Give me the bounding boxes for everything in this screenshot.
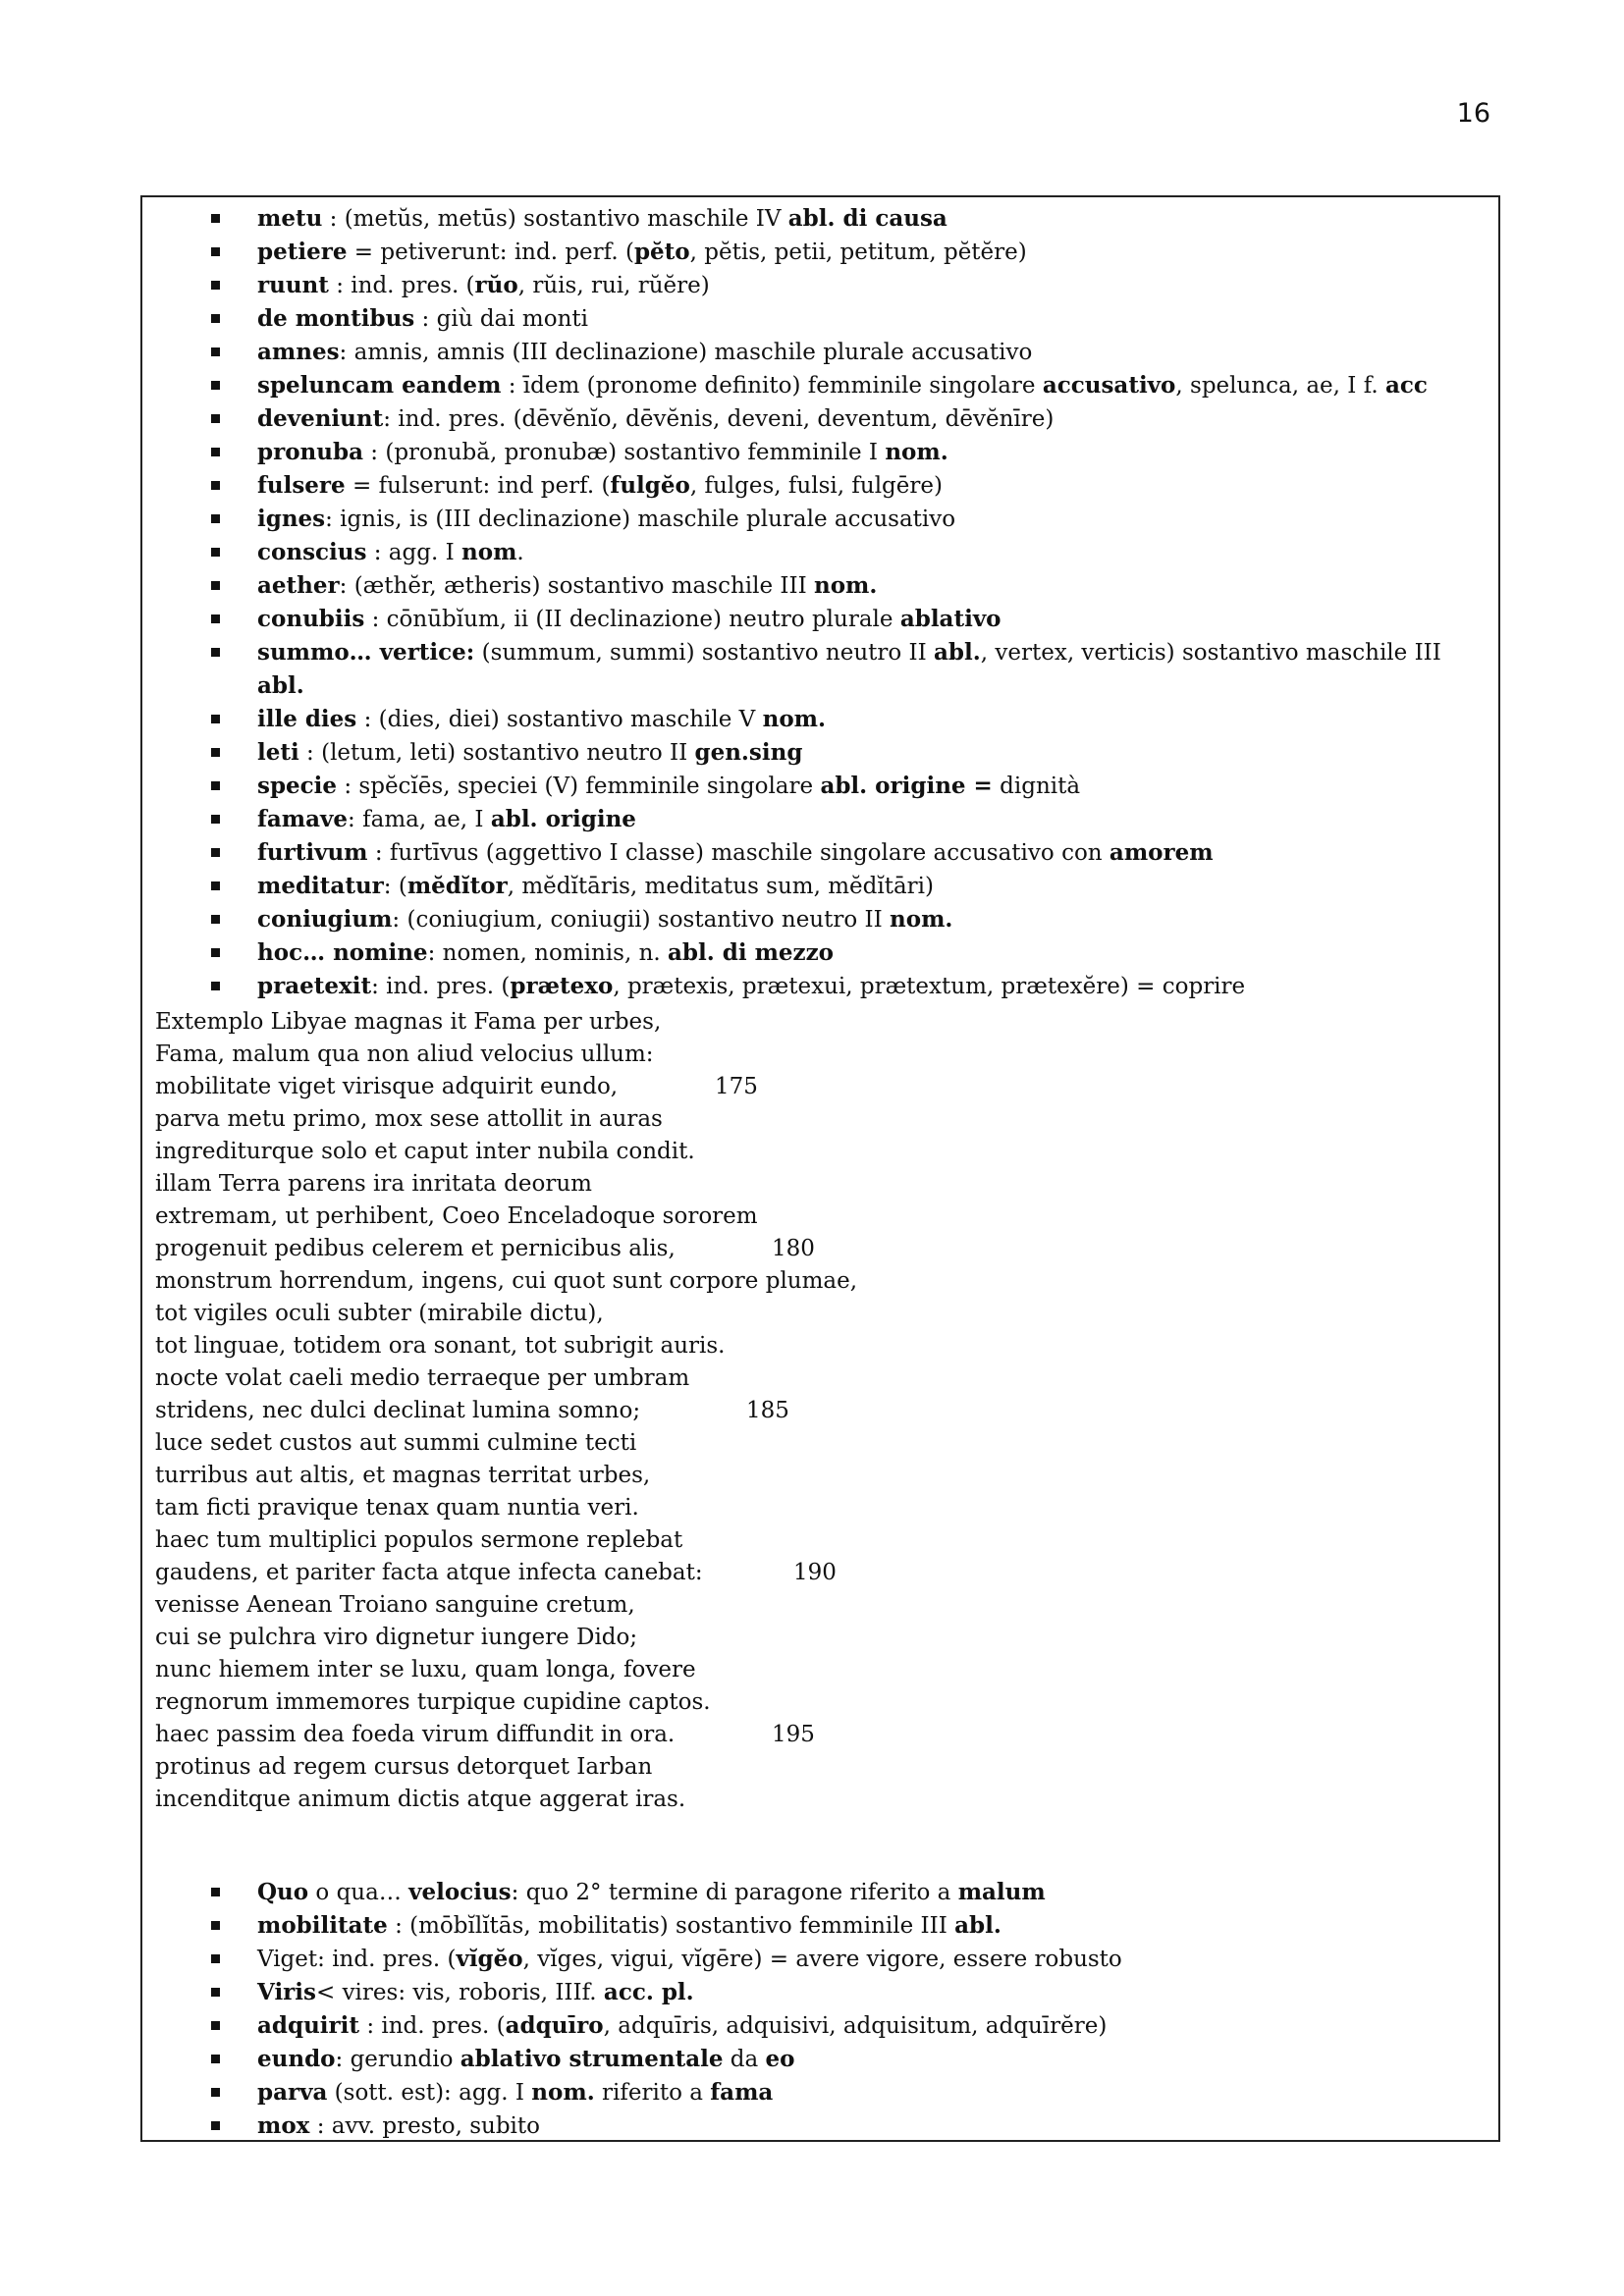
note-item xyxy=(142,269,1498,302)
note-text: : avv. presto, subito xyxy=(309,2113,540,2139)
note-term: summo… vertice: xyxy=(257,639,475,666)
note-text: Viget: ind. pres. ( xyxy=(257,1947,457,1972)
square-bullet-icon xyxy=(211,514,220,523)
verse-text: venisse Aenean Troiano sanguine cretum, xyxy=(155,1592,635,1618)
note-item xyxy=(142,603,1498,636)
note-term: ille dies xyxy=(257,706,357,732)
note-term: mobilitate xyxy=(257,1912,388,1939)
verse-line xyxy=(155,1460,1039,1492)
verse-line xyxy=(155,1136,1039,1168)
note-term: Viris xyxy=(257,1979,316,2005)
square-bullet-icon xyxy=(211,881,220,890)
note-text: : gerundio xyxy=(335,2047,460,2072)
note-term: aether xyxy=(257,572,340,599)
square-bullet-icon xyxy=(211,481,220,490)
note-emphasis: prætexo xyxy=(510,973,614,999)
note-item xyxy=(142,770,1498,803)
note-term: famave xyxy=(257,806,349,832)
note-term: meditatur xyxy=(257,873,384,899)
note-emphasis: vĭgĕo xyxy=(456,1946,523,1972)
verse-line xyxy=(155,1006,1039,1039)
note-text: (summum, summi) sostantivo neutro II xyxy=(474,640,935,666)
notes-frame xyxy=(140,195,1500,2142)
note-text: : īdem (pronome definito) femminile singolare xyxy=(501,373,1043,399)
verse-line xyxy=(155,1039,1039,1071)
square-bullet-icon xyxy=(211,1988,220,1997)
note-text: da xyxy=(723,2047,766,2072)
square-bullet-icon xyxy=(211,314,220,323)
note-emphasis: gen.sing xyxy=(694,739,803,766)
verse-line-number: 195 xyxy=(772,1722,815,1747)
latin-verse-passage xyxy=(155,1006,1039,1816)
note-text: , pĕtis, petii, petitum, pĕtĕre) xyxy=(689,240,1027,265)
verse-text: haec passim dea foeda virum diffundit in ora. xyxy=(155,1722,676,1747)
square-bullet-icon xyxy=(211,214,220,223)
note-term: eundo xyxy=(257,2046,336,2072)
square-bullet-icon xyxy=(211,581,220,590)
note-item xyxy=(142,870,1498,903)
verse-text: Fama, malum qua non aliud velocius ullum: xyxy=(155,1041,654,1067)
note-item xyxy=(142,836,1498,870)
note-emphasis: nom. xyxy=(885,439,948,465)
square-bullet-icon xyxy=(211,414,220,423)
note-text: riferito a xyxy=(594,2080,711,2106)
note-emphasis: nom. xyxy=(890,906,953,933)
note-term: leti xyxy=(257,739,299,766)
square-bullet-icon xyxy=(211,848,220,857)
note-item xyxy=(142,1909,1498,1943)
note-item xyxy=(142,2009,1498,2043)
square-bullet-icon xyxy=(211,748,220,757)
note-text: , spelunca, ae, I f. xyxy=(1175,373,1386,399)
verse-line xyxy=(155,1751,1039,1784)
verse-text: tot vigiles oculi subter (mirabile dictu), xyxy=(155,1301,604,1326)
verse-line xyxy=(155,1395,1039,1427)
square-bullet-icon xyxy=(211,982,220,990)
verse-text: incenditque animum dictis atque aggerat iras. xyxy=(155,1787,686,1812)
note-text: , vĭges, vigui, vĭgēre) = avere vigore, essere robusto xyxy=(522,1947,1122,1972)
note-term: furtivum xyxy=(257,839,368,866)
note-emphasis: amorem xyxy=(1109,839,1214,866)
note-emphasis: abl. origine xyxy=(490,806,636,832)
note-item xyxy=(142,369,1498,402)
verse-text: mobilitate viget virisque adquirit eundo, xyxy=(155,1074,619,1099)
verse-text: haec tum multiplici populos sermone replebat xyxy=(155,1527,683,1553)
verse-line xyxy=(155,1298,1039,1330)
note-text: = fulserunt: ind perf. ( xyxy=(345,473,611,499)
note-text: : nomen, nominis, n. xyxy=(427,940,669,966)
note-item xyxy=(142,469,1498,503)
page-number: 16 xyxy=(1456,98,1490,129)
note-emphasis: malum xyxy=(957,1879,1046,1905)
verse-text: tam ficti pravique tenax quam nuntia veri. xyxy=(155,1495,639,1521)
note-text: : giù dai monti xyxy=(414,306,588,332)
note-term: ignes xyxy=(257,506,326,532)
note-text: : (coniugium, coniugii) sostantivo neutro II xyxy=(392,907,890,933)
verse-text: turribus aut altis, et magnas territat urbes, xyxy=(155,1463,651,1488)
note-item xyxy=(142,2076,1498,2109)
note-emphasis: accusativo xyxy=(1042,372,1176,399)
note-emphasis: nom xyxy=(461,539,517,565)
square-bullet-icon xyxy=(211,815,220,824)
square-bullet-icon xyxy=(211,648,220,657)
note-emphasis: nom. xyxy=(762,706,827,732)
note-term: petiere xyxy=(257,239,348,265)
note-text: : agg. I xyxy=(366,540,461,565)
square-bullet-icon xyxy=(211,781,220,790)
note-term: conscius xyxy=(257,539,367,565)
note-item xyxy=(142,1943,1498,1976)
note-emphasis: abl. xyxy=(934,639,981,666)
note-item xyxy=(142,903,1498,936)
note-term: pronuba xyxy=(257,439,363,465)
note-item xyxy=(142,2043,1498,2076)
verse-line xyxy=(155,1233,1039,1265)
square-bullet-icon xyxy=(211,2055,220,2063)
verse-text: progenuit pedibus celerem et pernicibus alis, xyxy=(155,1236,676,1261)
note-text: : (letum, leti) sostantivo neutro II xyxy=(298,740,695,766)
verse-text: extremam, ut perhibent, Coeo Enceladoque sororem xyxy=(155,1203,758,1229)
square-bullet-icon xyxy=(211,614,220,623)
verse-line xyxy=(155,1589,1039,1622)
note-emphasis: abl. di causa xyxy=(787,205,947,232)
verse-text: ingrediturque solo et caput inter nubila condit. xyxy=(155,1139,695,1164)
note-term: coniugium xyxy=(257,906,393,933)
note-term: specie xyxy=(257,773,338,799)
note-text: : ind. pres. ( xyxy=(359,2013,506,2039)
note-term: amnes xyxy=(257,339,340,365)
vocabulary-list-bottom xyxy=(142,1876,1498,2143)
note-text: , vertex, verticis) sostantivo maschile III xyxy=(980,640,1441,666)
verse-line-number: 185 xyxy=(746,1398,789,1423)
note-term: ruunt xyxy=(257,272,329,298)
verse-line xyxy=(155,1492,1039,1524)
note-term: de montibus xyxy=(257,305,415,332)
square-bullet-icon xyxy=(211,948,220,957)
note-emphasis: mĕdĭtor xyxy=(406,873,508,899)
square-bullet-icon xyxy=(211,915,220,924)
note-emphasis: abl. di mezzo xyxy=(668,939,835,966)
verse-text: illam Terra parens ira inritata deorum xyxy=(155,1171,592,1197)
note-emphasis: abl. xyxy=(257,672,304,699)
note-text: : (metŭs, metūs) sostantivo maschile IV xyxy=(322,206,788,232)
note-item xyxy=(142,736,1498,770)
note-item xyxy=(142,236,1498,269)
note-emphasis: nom. xyxy=(531,2079,595,2106)
square-bullet-icon xyxy=(211,381,220,390)
note-text: : ignis, is (III declinazione) maschile plurale accusativo xyxy=(325,507,956,532)
note-item xyxy=(142,636,1498,703)
verse-line-number: 180 xyxy=(772,1236,815,1261)
square-bullet-icon xyxy=(211,448,220,456)
verse-text: nocte volat caeli medio terraeque per umbram xyxy=(155,1365,690,1391)
square-bullet-icon xyxy=(211,347,220,356)
verse-line-number: 175 xyxy=(715,1074,758,1099)
note-emphasis: ablativo strumentale xyxy=(460,2046,724,2072)
note-item xyxy=(142,569,1498,603)
note-term: mox xyxy=(257,2112,310,2139)
note-text: : (mōbĭlĭtās, mobilitatis) sostantivo femminile III xyxy=(387,1913,955,1939)
note-emphasis: eo xyxy=(765,2046,795,2072)
verse-text: protinus ad regem cursus detorquet Iarban xyxy=(155,1754,653,1780)
note-emphasis: nom. xyxy=(813,572,878,599)
note-text: : ind. pres. ( xyxy=(371,974,511,999)
square-bullet-icon xyxy=(211,2121,220,2130)
note-item xyxy=(142,436,1498,469)
note-item xyxy=(142,1976,1498,2009)
square-bullet-icon xyxy=(211,281,220,290)
verse-line xyxy=(155,1557,1039,1589)
verse-line xyxy=(155,1622,1039,1654)
note-text: : ind. pres. ( xyxy=(328,273,475,298)
note-item xyxy=(142,536,1498,569)
note-emphasis: abl. xyxy=(954,1912,1001,1939)
note-term: parva xyxy=(257,2079,328,2106)
note-text: , mĕdĭtāris, meditatus sum, mĕdĭtāri) xyxy=(507,874,935,899)
verse-text: luce sedet custos aut summi culmine tecti xyxy=(155,1430,637,1456)
note-text: : spĕcĭēs, speciei (V) femminile singolare xyxy=(337,774,821,799)
note-text: , prætexis, prætexui, prætextum, prætexĕre) = coprire xyxy=(613,974,1246,999)
note-emphasis: fulgĕo xyxy=(610,472,690,499)
verse-line xyxy=(155,1071,1039,1103)
verse-line xyxy=(155,1427,1039,1460)
note-emphasis: adquīro xyxy=(505,2012,604,2039)
note-text: = petiverunt: ind. perf. ( xyxy=(347,240,634,265)
note-emphasis: fama xyxy=(710,2079,774,2106)
note-term: adquirit xyxy=(257,2012,360,2039)
square-bullet-icon xyxy=(211,1954,220,1963)
note-item xyxy=(142,936,1498,970)
note-text: : ( xyxy=(383,874,407,899)
note-text: : (pronubă, pronubæ) sostantivo femminile I xyxy=(362,440,886,465)
note-emphasis: rŭo xyxy=(474,272,518,298)
verse-text: nunc hiemem inter se luxu, quam longa, fovere xyxy=(155,1657,696,1682)
verse-line xyxy=(155,1330,1039,1362)
note-term: praetexit xyxy=(257,973,372,999)
note-item xyxy=(142,803,1498,836)
note-emphasis: pĕto xyxy=(633,239,690,265)
note-item xyxy=(142,970,1498,1003)
note-text: , fulges, fulsi, fulgēre) xyxy=(689,473,943,499)
note-text: : cōnūbĭum, ii (II declinazione) neutro plurale xyxy=(364,607,900,632)
note-item xyxy=(142,2109,1498,2143)
note-emphasis: acc. pl. xyxy=(603,1979,694,2005)
note-text: dignità xyxy=(992,774,1081,799)
square-bullet-icon xyxy=(211,1888,220,1896)
note-term: fulsere xyxy=(257,472,346,499)
note-emphasis: acc xyxy=(1385,372,1428,399)
note-text: < vires: vis, roboris, IIIf. xyxy=(315,1980,604,2005)
verse-text: stridens, nec dulci declinat lumina somno; xyxy=(155,1398,641,1423)
verse-text: cui se pulchra viro dignetur iungere Dido; xyxy=(155,1625,638,1650)
note-text: : (dies, diei) sostantivo maschile V xyxy=(356,707,763,732)
note-item xyxy=(142,202,1498,236)
verse-line xyxy=(155,1654,1039,1686)
verse-line xyxy=(155,1103,1039,1136)
verse-line xyxy=(155,1362,1039,1395)
note-text: , adquīris, adquisivi, adquisitum, adquīrĕre) xyxy=(603,2013,1108,2039)
verse-line xyxy=(155,1784,1039,1816)
square-bullet-icon xyxy=(211,548,220,557)
verse-text: regnorum immemores turpique cupidine captos. xyxy=(155,1689,711,1715)
note-emphasis: velocius xyxy=(408,1879,512,1905)
note-text: : fama, ae, I xyxy=(348,807,491,832)
verse-line xyxy=(155,1201,1039,1233)
verse-text: parva metu primo, mox sese attollit in auras xyxy=(155,1106,663,1132)
note-text: . xyxy=(516,540,524,565)
square-bullet-icon xyxy=(211,715,220,723)
note-term: hoc… nomine xyxy=(257,939,428,966)
verse-line-number: 190 xyxy=(793,1560,837,1585)
note-term: deveniunt xyxy=(257,405,384,432)
note-emphasis: ablativo xyxy=(899,606,1001,632)
note-item xyxy=(142,336,1498,369)
vocabulary-list-top xyxy=(142,202,1498,1003)
note-item xyxy=(142,703,1498,736)
note-text: : (æthĕr, ætheris) sostantivo maschile III xyxy=(339,573,814,599)
verse-line xyxy=(155,1524,1039,1557)
square-bullet-icon xyxy=(211,2088,220,2097)
note-text: (sott. est): agg. I xyxy=(327,2080,532,2106)
note-emphasis: abl. origine = xyxy=(820,773,993,799)
square-bullet-icon xyxy=(211,2021,220,2030)
verse-text: tot linguae, totidem ora sonant, tot subrigit auris. xyxy=(155,1333,726,1359)
note-term: speluncam eandem xyxy=(257,372,502,399)
verse-text: Extemplo Libyae magnas it Fama per urbes, xyxy=(155,1009,662,1035)
note-term: conubiis xyxy=(257,606,365,632)
note-item xyxy=(142,1876,1498,1909)
note-text: o qua… xyxy=(308,1880,409,1905)
square-bullet-icon xyxy=(211,247,220,256)
note-term: metu xyxy=(257,205,323,232)
note-text: : ind. pres. (dēvĕnĭo, dēvĕnis, deveni, deventum, dēvĕnīre) xyxy=(383,406,1055,432)
note-text: : quo 2° termine di paragone riferito a xyxy=(511,1880,958,1905)
note-text: : amnis, amnis (III declinazione) maschile plurale accusativo xyxy=(339,340,1033,365)
verse-line xyxy=(155,1686,1039,1719)
verse-text: monstrum horrendum, ingens, cui quot sunt corpore plumae, xyxy=(155,1268,858,1294)
note-item xyxy=(142,302,1498,336)
verse-line xyxy=(155,1719,1039,1751)
note-text: : furtīvus (aggettivo I classe) maschile singolare accusativo con xyxy=(367,840,1110,866)
note-item xyxy=(142,503,1498,536)
note-item xyxy=(142,402,1498,436)
verse-line xyxy=(155,1265,1039,1298)
note-text: , rŭis, rui, rŭĕre) xyxy=(517,273,710,298)
square-bullet-icon xyxy=(211,1921,220,1930)
note-term: Quo xyxy=(257,1879,309,1905)
verse-text: gaudens, et pariter facta atque infecta canebat: xyxy=(155,1560,703,1585)
verse-line xyxy=(155,1168,1039,1201)
